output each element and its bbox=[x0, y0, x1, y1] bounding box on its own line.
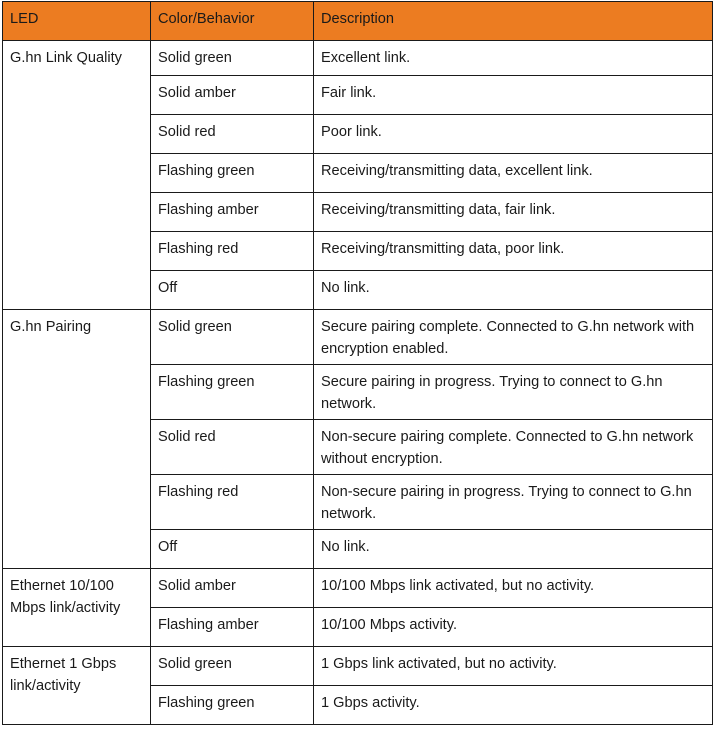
table-row bbox=[3, 569, 713, 608]
description-cell: 1 Gbps activity. bbox=[314, 686, 713, 725]
behavior-cell: Solid red bbox=[151, 115, 314, 154]
header-color-behavior: Color/Behavior bbox=[151, 2, 314, 41]
description-cell: 10/100 Mbps link activated, but no activity. bbox=[314, 569, 713, 608]
behavior-cell: Solid amber bbox=[151, 569, 314, 608]
behavior-cell: Solid green bbox=[151, 310, 314, 365]
behavior-cell: Solid red bbox=[151, 420, 314, 475]
led-name-cell: G.hn Link Quality bbox=[3, 41, 151, 310]
behavior-cell: Solid amber bbox=[151, 76, 314, 115]
table-header-row bbox=[3, 2, 713, 41]
led-name-cell: Ethernet 1 Gbps link/activity bbox=[3, 647, 151, 725]
led-name-cell: G.hn Pairing bbox=[3, 310, 151, 569]
description-cell: Poor link. bbox=[314, 115, 713, 154]
behavior-cell: Flashing red bbox=[151, 232, 314, 271]
header-description: Description bbox=[314, 2, 713, 41]
behavior-cell: Flashing amber bbox=[151, 608, 314, 647]
behavior-cell: Solid green bbox=[151, 41, 314, 76]
behavior-cell: Flashing green bbox=[151, 686, 314, 725]
led-name-cell: Ethernet 10/100 Mbps link/activity bbox=[3, 569, 151, 647]
table-row bbox=[3, 647, 713, 686]
description-cell: Excellent link. bbox=[314, 41, 713, 76]
behavior-cell: Flashing amber bbox=[151, 193, 314, 232]
description-cell: Secure pairing complete. Connected to G.hn network with encryption enabled. bbox=[314, 310, 713, 365]
table-row bbox=[3, 41, 713, 76]
description-cell: Receiving/transmitting data, fair link. bbox=[314, 193, 713, 232]
behavior-cell: Flashing green bbox=[151, 154, 314, 193]
description-cell: Secure pairing in progress. Trying to connect to G.hn network. bbox=[314, 365, 713, 420]
description-cell: No link. bbox=[314, 530, 713, 569]
table-row bbox=[3, 310, 713, 365]
header-led: LED bbox=[3, 2, 151, 41]
description-cell: Non-secure pairing in progress. Trying to connect to G.hn network. bbox=[314, 475, 713, 530]
description-cell: Non-secure pairing complete. Connected to G.hn network without encryption. bbox=[314, 420, 713, 475]
behavior-cell: Solid green bbox=[151, 647, 314, 686]
description-cell: No link. bbox=[314, 271, 713, 310]
description-cell: Receiving/transmitting data, poor link. bbox=[314, 232, 713, 271]
description-cell: Fair link. bbox=[314, 76, 713, 115]
description-cell: 1 Gbps link activated, but no activity. bbox=[314, 647, 713, 686]
behavior-cell: Flashing green bbox=[151, 365, 314, 420]
description-cell: Receiving/transmitting data, excellent link. bbox=[314, 154, 713, 193]
led-status-table bbox=[2, 1, 713, 725]
behavior-cell: Off bbox=[151, 271, 314, 310]
behavior-cell: Off bbox=[151, 530, 314, 569]
description-cell: 10/100 Mbps activity. bbox=[314, 608, 713, 647]
behavior-cell: Flashing red bbox=[151, 475, 314, 530]
